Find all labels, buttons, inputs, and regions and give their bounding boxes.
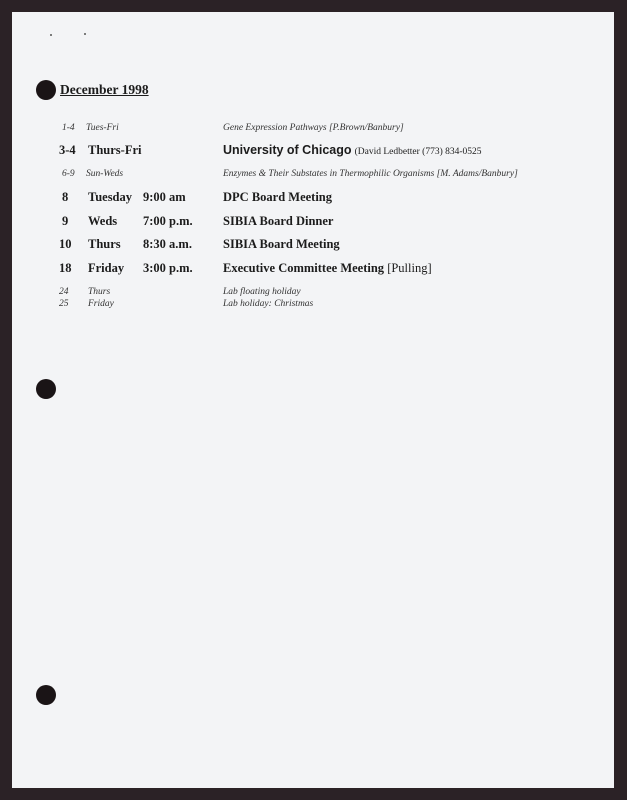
entry-time: 7:00 p.m. — [143, 214, 193, 228]
entry-date: 3-4 — [59, 143, 76, 157]
entry-day: Thurs — [88, 237, 121, 251]
entry-event: Lab floating holiday — [223, 287, 301, 297]
entry-date: 9 — [62, 214, 69, 228]
entry-event-title: University of Chicago — [223, 143, 352, 157]
speck — [50, 34, 52, 36]
month-title: December 1998 — [60, 82, 149, 97]
entry-extra: (David Ledbetter (773) 834-0525 — [354, 147, 482, 157]
document-page — [12, 12, 614, 788]
entry-day: Tues-Fri — [86, 123, 119, 133]
entry-date: 10 — [59, 237, 72, 251]
entry-event: DPC Board Meeting — [223, 190, 333, 204]
speck — [84, 33, 86, 35]
entry-day: Friday — [88, 261, 125, 275]
punch-hole-top — [36, 80, 56, 100]
entry-event: Enzymes & Their Substates in Thermophilic Organisms [M. Adams/Banbury] — [223, 169, 518, 179]
entry-day: Thurs — [88, 287, 111, 297]
entry-event — [223, 261, 432, 276]
entry-event — [223, 143, 482, 158]
entry-event: SIBIA Board Meeting — [223, 237, 340, 251]
entry-event-title: Executive Committee Meeting — [223, 261, 385, 275]
entry-date: 8 — [62, 190, 69, 204]
entry-day: Thurs-Fri — [88, 143, 142, 157]
entry-day: Weds — [88, 214, 118, 228]
entry-date: 6-9 — [62, 169, 75, 179]
entry-day: Friday — [88, 299, 114, 309]
entry-extra: [Pulling] — [387, 261, 432, 275]
entry-time: 3:00 p.m. — [143, 261, 193, 275]
entry-date: 24 — [59, 287, 69, 297]
punch-hole-middle — [36, 379, 56, 399]
entry-day: Tuesday — [88, 190, 133, 204]
entry-day: Sun-Weds — [86, 169, 124, 179]
entry-event: SIBIA Board Dinner — [223, 214, 334, 228]
entry-event-title: Gene Expression Pathways — [223, 123, 327, 133]
entry-time: 8:30 a.m. — [143, 237, 192, 251]
entry-extra: [P.Brown/Banbury] — [328, 123, 404, 133]
entry-date: 18 — [59, 261, 72, 275]
punch-hole-bottom — [36, 685, 56, 705]
entry-date: 1-4 — [62, 123, 75, 133]
entry-time: 9:00 am — [143, 190, 186, 204]
entry-event: Lab holiday: Christmas — [223, 299, 314, 309]
entry-date: 25 — [59, 299, 69, 309]
entry-event — [223, 123, 404, 133]
